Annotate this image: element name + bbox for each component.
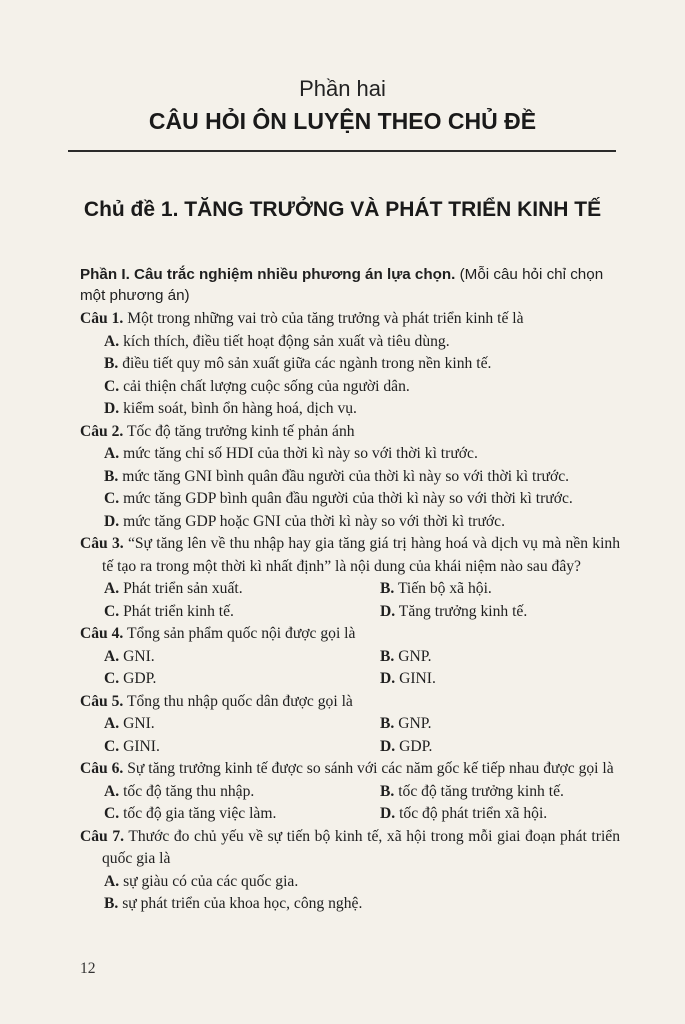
option-a	[80, 781, 380, 804]
option-text: GINI.	[123, 737, 160, 755]
option-b	[380, 646, 620, 669]
page-number: 12	[80, 960, 96, 977]
option-d	[80, 398, 620, 421]
option-letter: C.	[104, 670, 120, 687]
option-d	[380, 601, 620, 624]
option-letter: A.	[104, 332, 120, 350]
option-letter: B.	[380, 782, 395, 800]
question-1	[80, 308, 620, 421]
option-a	[80, 713, 380, 736]
question-number: Câu 6.	[80, 760, 124, 777]
topic-title: Chủ đề 1. TĂNG TRƯỞNG VÀ PHÁT TRIỂN KINH TẾ	[83, 198, 602, 221]
option-letter: B.	[380, 580, 395, 597]
option-text: mức tăng GDP hoặc GNI của thời kì này so với thời kì trước.	[123, 512, 505, 530]
part-heading	[80, 264, 620, 306]
option-letter: C.	[104, 602, 120, 620]
section-title: CÂU HỎI ÔN LUYỆN THEO CHỦ ĐỀ	[148, 108, 537, 134]
option-letter: D.	[380, 805, 396, 822]
option-b	[380, 781, 620, 804]
option-d	[380, 736, 620, 759]
option-text: tốc độ phát triển xã hội.	[399, 805, 548, 822]
option-text: mức tăng GNI bình quân đầu người của thời kì này so với thời kì trước.	[122, 467, 570, 485]
option-text: GINI.	[399, 670, 436, 687]
option-letter: C.	[104, 377, 120, 395]
question-5	[80, 691, 620, 759]
option-c	[80, 803, 380, 826]
option-text: GDP.	[399, 737, 433, 755]
option-d	[380, 803, 620, 826]
question-stem: Một trong những vai trò của tăng trưởng và phát triển kinh tế là	[127, 310, 524, 327]
option-text: kích thích, điều tiết hoạt động sản xuất và tiêu dùng.	[123, 332, 450, 350]
option-c	[80, 488, 620, 511]
question-6	[80, 758, 620, 826]
option-letter: A.	[104, 445, 120, 462]
option-a	[80, 871, 620, 894]
option-d	[380, 668, 620, 691]
option-text: sự giàu có của các quốc gia.	[123, 872, 299, 890]
option-text: Tăng trưởng kinh tế.	[398, 602, 528, 620]
question-stem: Tổng thu nhập quốc dân được gọi là	[126, 692, 353, 710]
option-a	[80, 646, 380, 669]
option-c	[80, 668, 380, 691]
option-text: GNP.	[398, 715, 432, 732]
question-number: Câu 7.	[80, 827, 125, 845]
question-7	[80, 826, 620, 916]
question-stem: Tốc độ tăng trưởng kinh tế phản ánh	[126, 422, 355, 440]
option-text: tốc độ gia tăng việc làm.	[123, 805, 277, 822]
option-text: mức tăng GDP bình quân đầu người của thời kì này so với thời kì trước.	[123, 490, 573, 507]
question-number: Câu 2.	[80, 422, 124, 440]
question-4	[80, 623, 620, 691]
option-b	[380, 578, 620, 601]
option-text: kiểm soát, bình ổn hàng hoá, dịch vụ.	[123, 400, 357, 417]
question-number: Câu 3.	[80, 535, 124, 552]
option-letter: A.	[104, 715, 120, 732]
option-text: mức tăng chỉ số HDI của thời kì này so với thời kì trước.	[123, 445, 478, 462]
question-stem: Thước đo chủ yếu về sự tiến bộ kinh tế, xã hội trong mỗi giai đoạn phát triển quốc gia là	[102, 827, 620, 867]
option-c	[80, 601, 380, 624]
title-divider	[68, 150, 616, 152]
option-text: điều tiết quy mô sản xuất giữa các ngành trong nền kinh tế.	[122, 355, 492, 372]
option-letter: D.	[380, 670, 396, 687]
option-letter: D.	[104, 400, 120, 417]
option-letter: A.	[104, 647, 120, 665]
option-letter: D.	[104, 512, 120, 530]
option-letter: A.	[104, 782, 120, 800]
question-number: Câu 4.	[80, 625, 124, 642]
option-letter: C.	[104, 737, 120, 755]
option-letter: B.	[104, 467, 119, 485]
question-3	[80, 533, 620, 623]
option-text: GDP.	[123, 670, 157, 687]
question-number: Câu 5.	[80, 692, 124, 710]
question-2	[80, 421, 620, 534]
option-text: Tiến bộ xã hội.	[397, 580, 492, 597]
option-text: tốc độ tăng thu nhập.	[123, 782, 255, 800]
question-number: Câu 1.	[80, 310, 124, 327]
option-letter: C.	[104, 805, 120, 822]
content-area	[80, 264, 620, 916]
option-letter: B.	[104, 895, 119, 912]
option-text: GNI.	[123, 715, 155, 732]
option-c	[80, 736, 380, 759]
option-letter: A.	[104, 580, 120, 597]
option-text: tốc độ tăng trưởng kinh tế.	[398, 782, 564, 800]
option-b	[80, 353, 620, 376]
option-text: Phát triển sản xuất.	[123, 580, 243, 597]
option-letter: D.	[380, 602, 396, 620]
part-heading-bold: Phần I. Câu trắc nghiệm nhiều phương án lựa chọn.	[80, 266, 456, 283]
option-a	[80, 443, 620, 466]
option-a	[80, 578, 380, 601]
question-stem: “Sự tăng lên về thu nhập hay gia tăng giá trị hàng hoá và dịch vụ mà nền kinh tế tạo ra trong một thời kì nhất định” là nội dung của khái niệm nào sau đây?	[102, 535, 621, 575]
option-b	[80, 893, 620, 916]
option-b	[380, 713, 620, 736]
question-stem: Tổng sản phẩm quốc nội được gọi là	[126, 625, 356, 642]
option-text: GNP.	[398, 647, 432, 665]
question-stem: Sự tăng trưởng kinh tế được so sánh với các năm gốc kế tiếp nhau được gọi là	[127, 760, 614, 777]
option-a	[80, 331, 620, 354]
option-letter: A.	[104, 872, 120, 890]
option-letter: B.	[104, 355, 119, 372]
option-c	[80, 376, 620, 399]
part-label: Phần hai	[299, 76, 386, 101]
option-letter: B.	[380, 647, 395, 665]
part-heading-note: (Mỗi câu hỏi chỉ chọn một phương án)	[80, 266, 604, 304]
option-text: GNI.	[123, 647, 155, 665]
option-text: cải thiện chất lượng cuộc sống của người dân.	[123, 377, 410, 395]
option-letter: B.	[380, 715, 395, 732]
option-b	[80, 466, 620, 489]
option-d	[80, 511, 620, 534]
option-letter: D.	[380, 737, 396, 755]
option-text: Phát triển kinh tế.	[123, 602, 234, 620]
option-letter: C.	[104, 490, 120, 507]
option-text: sự phát triển của khoa học, công nghệ.	[122, 895, 363, 912]
